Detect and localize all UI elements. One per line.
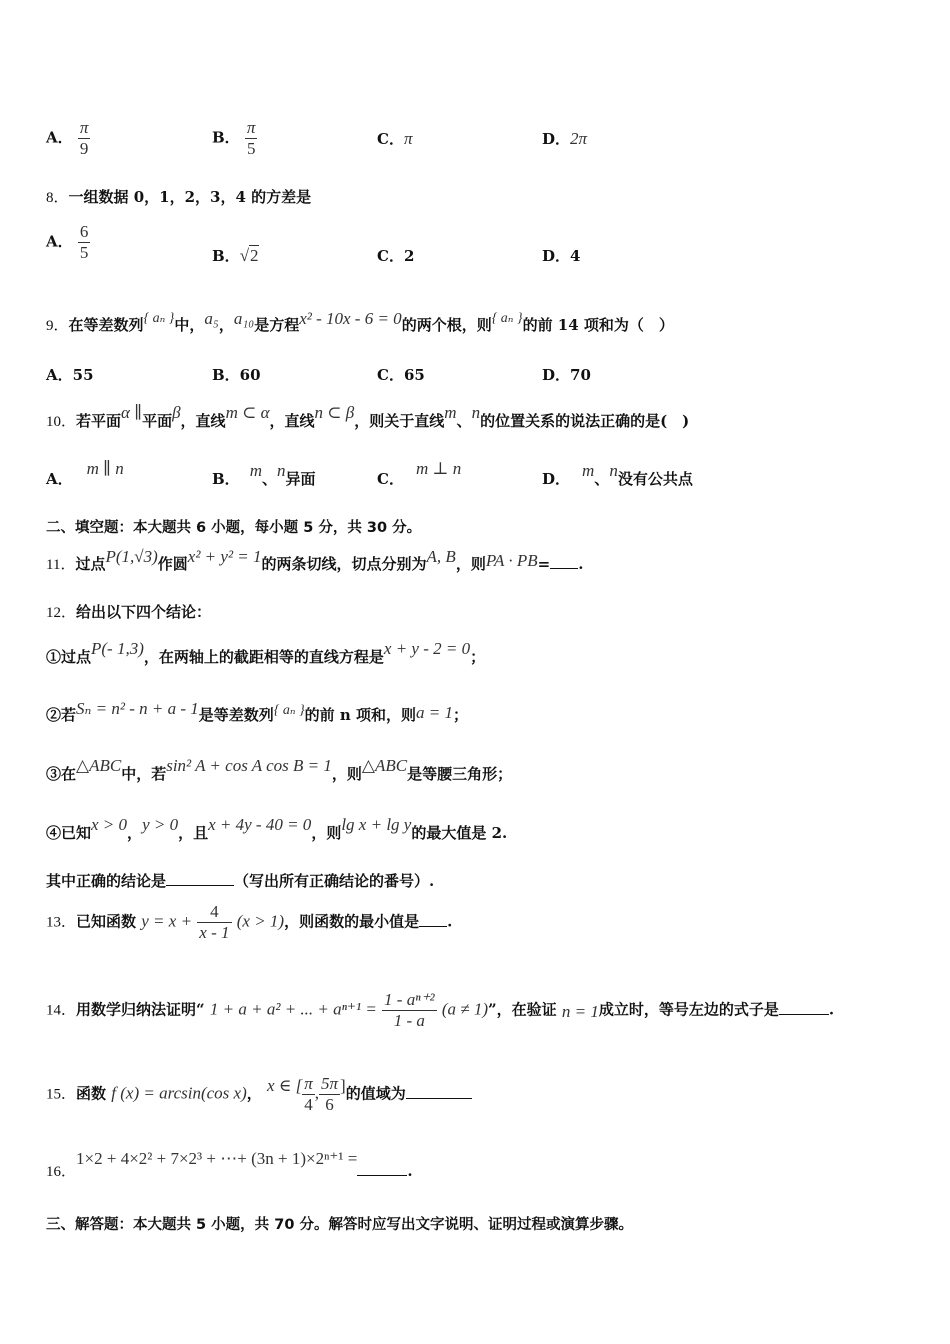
q12-conclusion: 其中正确的结论是 （写出所有正确结论的番号）. <box>46 872 435 890</box>
q8-a-fraction: $\frac{6}{5}$ <box>79 222 89 262</box>
q14-stem: 14．用数学归纳法证明“ 1 + a + a² + ... + aⁿ⁺¹ = $\frac{\text{1 - aⁿ⁺²}}{1 - a}$ (a ≠ 1)”，在验证 n = 1成立时，等号左边的式子是 . <box>46 990 835 1030</box>
q12-answer-blank[interactable] <box>166 871 234 886</box>
q12-statement-2: ②若Sₙ = n² - n + a - 1是等差数列{ aₙ }的前 n 项和，则a = 1； <box>46 699 469 724</box>
q12-statement-3: ③在△ABC中，若sin² A + cos A cos B = 1，则△ABC是等腰三角形； <box>46 756 513 783</box>
q8-option-c: C．2 <box>377 247 415 265</box>
q13-fraction: $\frac{4}{x - 1}$ <box>199 902 230 942</box>
q10-option-d: D． m、n没有公共点 <box>542 461 693 488</box>
q11-answer-blank[interactable] <box>550 554 578 569</box>
q10-option-c: C．m ⊥ n <box>377 459 462 488</box>
q15-answer-blank[interactable] <box>406 1084 472 1099</box>
q11-stem: 11．过点P(1,√3)作圆x² + y² = 1的两条切线，切点分别为A, B，则PA · PB= . <box>46 547 584 573</box>
q9-option-c: C．65 <box>377 366 425 384</box>
q15-fraction-1: $\frac{\pi}{4}$ <box>304 1074 313 1114</box>
q12-stem: 12．给出以下四个结论： <box>46 603 212 621</box>
q15-stem: 15．函数 f (x) = arcsin(cos x)， x ∈ [ $\frac{\pi}{4}$ , $\frac{5\pi}{6}$ ]的值域为 <box>46 1074 472 1115</box>
q15-fraction-2: $\frac{5\pi}{6}$ <box>321 1074 339 1114</box>
q9-option-b: B．60 <box>212 366 261 384</box>
q16-stem: 16．1×2 + 4×2² + 7×2³ + ⋯+ (3n + 1)×2ⁿ⁺¹ =. <box>46 1149 413 1180</box>
q14-answer-blank[interactable] <box>779 1000 829 1015</box>
q13-stem: 13．已知函数 y = x + $\frac{4}{x - 1}$ (x > 1)，则函数的最小值是 . <box>46 902 453 942</box>
q8-stem: 8．一组数据 0，1，2，3，4 的方差是 <box>46 188 312 206</box>
q13-answer-blank[interactable] <box>419 912 447 927</box>
q9-stem: 9．在等差数列{ aₙ }中，a₅，a₁₀是方程x² - 10x - 6 = 0的两个根，则{ aₙ }的前 14 项和为（ ） <box>46 309 674 334</box>
q7-b-fraction: $\frac{\pi}{5}$ <box>246 118 256 158</box>
section-2-heading: 二、填空题：本大题共 6 小题，每小题 5 分，共 30 分。 <box>46 520 422 536</box>
q10-stem: 10．若平面α ∥平面β，直线m ⊂ α，直线n ⊂ β，则关于直线m、n的位置关系的说法正确的是( ) <box>46 403 690 430</box>
q12-statement-4: ④已知x > 0，y > 0，且x + 4y - 40 = 0，则lg x + lg y的最大值是 2. <box>46 815 508 842</box>
q10-option-a: A．m ∥ n <box>46 459 124 488</box>
q8-option-d: D．4 <box>542 247 581 265</box>
q7-option-a: A． $\frac{\pi}{9}$ <box>46 118 89 158</box>
q7-option-d: D．2π <box>542 129 588 148</box>
q14-fraction: $\frac{\text{1 - aⁿ⁺²}}{1 - a}$ <box>384 990 435 1030</box>
q7-option-c: C．π <box>377 129 413 148</box>
q8-option-b: B．√2 <box>212 246 259 265</box>
q16-answer-blank[interactable] <box>357 1161 407 1176</box>
q8-option-a: A． $\frac{6}{5}$ <box>46 222 89 262</box>
q9-option-a: A．55 <box>46 366 94 384</box>
q7-a-fraction: $\frac{\pi}{9}$ <box>79 118 89 158</box>
q10-option-b: B． m、n异面 <box>212 461 316 488</box>
q7-option-b: B． $\frac{\pi}{5}$ <box>212 118 256 158</box>
q9-option-d: D．70 <box>542 366 591 384</box>
section-3-heading: 三、解答题：本大题共 5 小题，共 70 分。解答时应写出文字说明、证明过程或演算步骤。 <box>46 1217 633 1233</box>
q12-statement-1: ①过点P(- 1,3)，在两轴上的截距相等的直线方程是x + y - 2 = 0； <box>46 639 486 666</box>
